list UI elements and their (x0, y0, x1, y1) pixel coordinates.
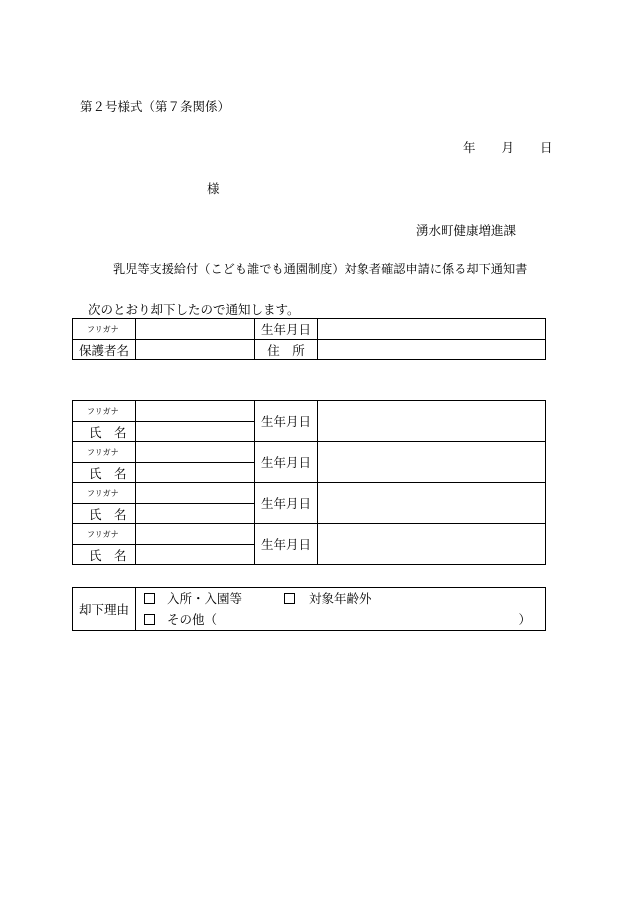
child-name-field[interactable] (136, 463, 255, 483)
child-furigana-label: フリガナ (73, 442, 136, 463)
reason-line-2 (136, 609, 545, 630)
guardian-furigana-field[interactable] (136, 319, 255, 340)
child-birth-field[interactable] (318, 442, 546, 483)
guardian-birth-field[interactable] (318, 319, 546, 340)
intro-text: 次のとおり却下したので通知します。 (88, 302, 300, 317)
guardian-name-field[interactable] (136, 340, 255, 360)
child-birth-label: 生年月日 (255, 442, 318, 483)
child-furigana-field[interactable] (136, 483, 255, 504)
checkbox-admission[interactable] (144, 593, 155, 604)
child-name-label: 氏 名 (73, 504, 136, 524)
child-row-1 (73, 401, 546, 422)
date-line (463, 138, 553, 156)
document-title: 乳児等支援給付（こども誰でも通園制度）対象者確認申請に係る却下通知書 (113, 262, 528, 276)
child-birth-label: 生年月日 (255, 483, 318, 524)
child-birth-label: 生年月日 (255, 524, 318, 565)
child-furigana-label: フリガナ (73, 524, 136, 545)
reason-label: 却下理由 (73, 588, 136, 631)
date-year: 年 (463, 140, 476, 155)
guardian-address-field[interactable] (318, 340, 546, 360)
child-name-label: 氏 名 (73, 545, 136, 565)
reason-line-1 (136, 588, 545, 609)
child-birth-label: 生年月日 (255, 401, 318, 442)
option-other-close: ） (518, 612, 531, 627)
checkbox-other[interactable] (144, 614, 155, 625)
child-name-field[interactable] (136, 545, 255, 565)
child-row-2 (73, 442, 546, 463)
child-birth-field[interactable] (318, 483, 546, 524)
guardian-name-label: 保護者名 (73, 340, 136, 360)
child-furigana-label: フリガナ (73, 401, 136, 422)
child-name-label: 氏 名 (73, 422, 136, 442)
reason-options (136, 588, 546, 631)
child-furigana-label: フリガナ (73, 483, 136, 504)
option-age-label: 対象年齢外 (308, 591, 372, 606)
issuing-department: 湧水町健康増進課 (416, 223, 517, 238)
child-row-4 (73, 524, 546, 545)
option-other-label: その他（ (166, 612, 217, 627)
child-birth-field[interactable] (318, 401, 546, 442)
child-furigana-field[interactable] (136, 524, 255, 545)
child-row-3 (73, 483, 546, 504)
form-number: 第２号様式（第７条関係） (80, 99, 231, 114)
child-table (72, 400, 546, 565)
option-admission-label: 入所・入園等 (166, 591, 242, 606)
date-month: 月 (501, 140, 515, 155)
addressee-suffix: 様 (207, 181, 220, 196)
child-birth-field[interactable] (318, 524, 546, 565)
child-furigana-field[interactable] (136, 401, 255, 422)
child-furigana-field[interactable] (136, 442, 255, 463)
child-name-label: 氏 名 (73, 463, 136, 483)
checkbox-age[interactable] (284, 593, 295, 604)
guardian-furigana-label: フリガナ (73, 319, 136, 340)
date-day: 日 (540, 140, 553, 155)
child-name-field[interactable] (136, 504, 255, 524)
guardian-address-label: 住 所 (255, 340, 318, 360)
reason-table (72, 587, 546, 631)
guardian-table (72, 318, 546, 360)
guardian-birth-label: 生年月日 (255, 319, 318, 340)
child-name-field[interactable] (136, 422, 255, 442)
